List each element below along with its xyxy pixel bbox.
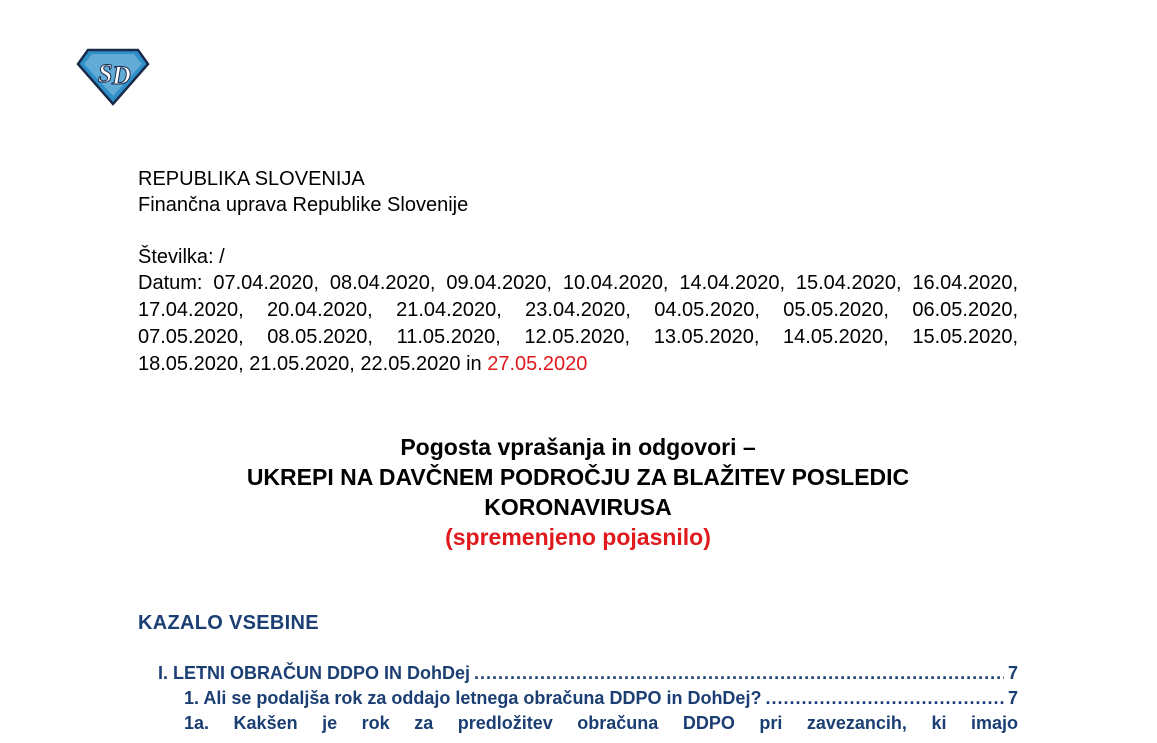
toc-item-page: 7 (1007, 663, 1018, 683)
toc-item-2[interactable] (158, 686, 1018, 711)
toc-item-page: 7 (1007, 688, 1018, 708)
title-line-3: KORONAVIRUSA (484, 494, 672, 520)
header-date-paragraph (138, 270, 1018, 378)
svg-text:S: S (98, 59, 113, 88)
title-line-2: UKREPI NA DAVČNEM PODROČJU ZA BLAŽITEV POSLEDIC (246, 464, 910, 490)
toc-item-1[interactable] (158, 661, 1018, 686)
document-title (138, 432, 1018, 552)
svg-text:D: D (112, 61, 131, 90)
toc-leader (474, 661, 1004, 686)
toc-item-label: 1a. Kakšen je rok za predložitev obračuna DDPO pri zavezancih, ki imajo (184, 713, 1018, 733)
header-number: Številka: / (138, 246, 225, 268)
toc-heading: KAZALO VSEBINE (138, 612, 319, 634)
latest-date: 27.05.2020 (487, 353, 588, 375)
toc-leader (765, 686, 1004, 711)
title-subtitle: (spremenjeno pojasnilo) (445, 524, 711, 550)
table-of-contents (158, 661, 1018, 736)
toc-item-label: 1. Ali se podaljša rok za oddajo letnega obračuna DDPO in DohDej? (184, 688, 762, 708)
title-line-1: Pogosta vprašanja in odgovori – (400, 434, 756, 460)
fu-shield-logo-icon (76, 44, 150, 106)
date-list: 07.04.2020, 08.04.2020, 09.04.2020, 10.04.2020, 14.04.2020, 15.04.2020, 16.04.2020, 17.04.2020, 20.04.2020, 21.04.2020, 23.04.2020, 04.05.2020, 05.05.2020, 06.05.2020, 07.05.2020, 08.05.2020, 11.05.2020, 12.05.2020, 13.05.2020, 14.05.2020, 15.05.2020, 18.05.2020, 21.05.2020, 22.05.2020 in (138, 272, 1019, 375)
header-republic: REPUBLIKA SLOVENIJA (138, 168, 365, 190)
date-label: Datum: (138, 272, 203, 294)
toc-item-label: I. LETNI OBRAČUN DDPO IN DohDej (158, 663, 471, 683)
toc-item-3[interactable] (158, 711, 1018, 736)
document-header (138, 166, 1018, 378)
header-authority: Finančna uprava Republike Slovenije (138, 194, 469, 216)
